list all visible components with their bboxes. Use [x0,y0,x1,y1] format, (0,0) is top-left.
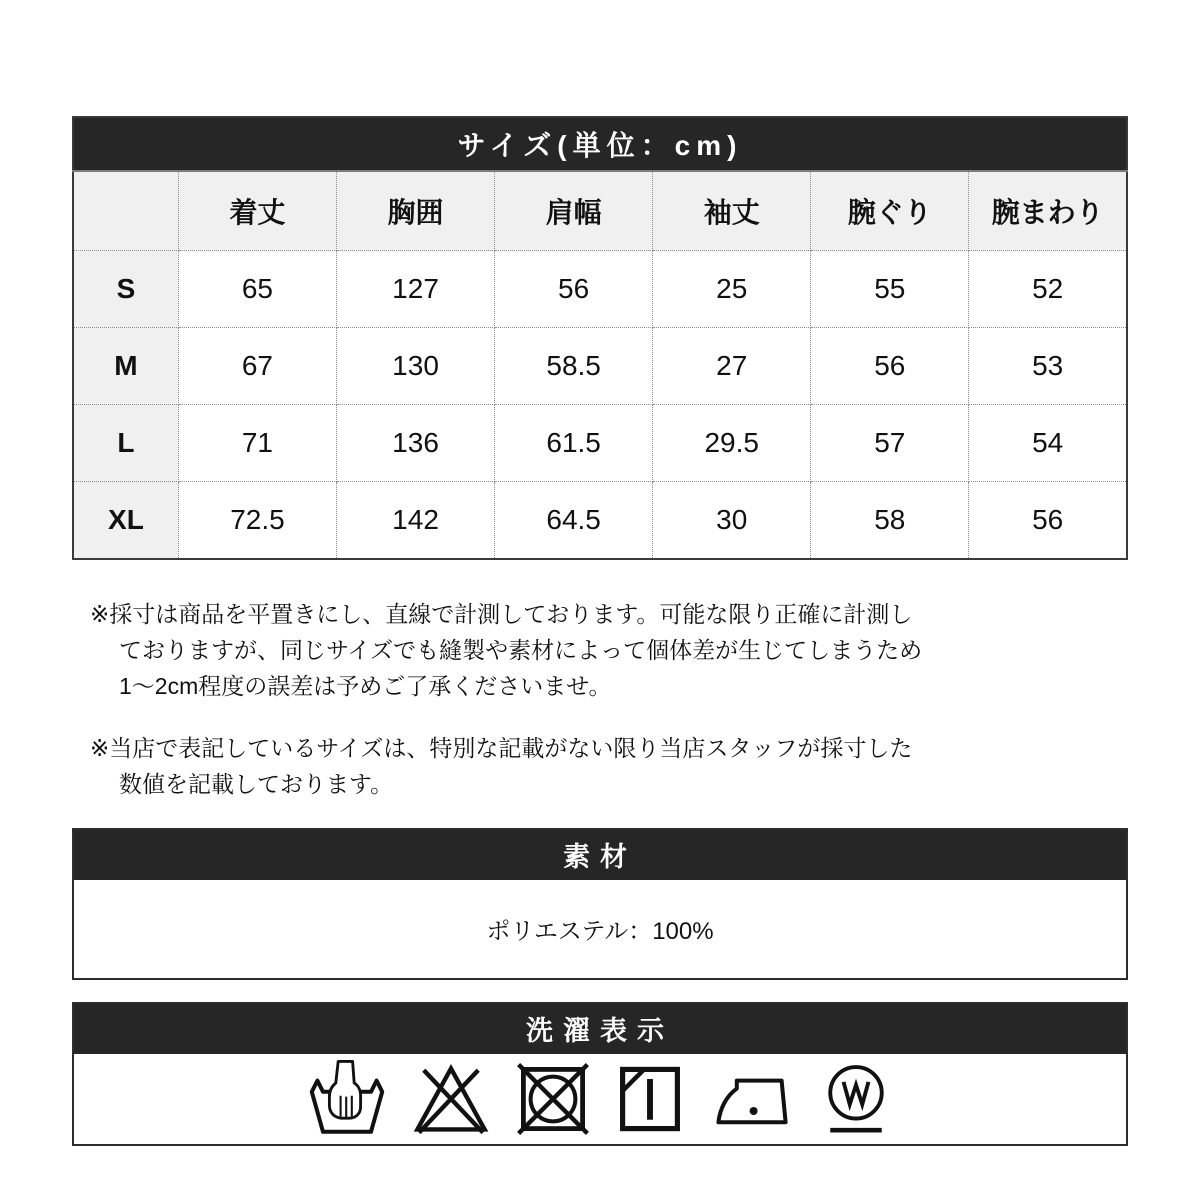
row-label-m: M [73,328,178,405]
cell-m-armhole: 56 [811,328,969,405]
material-section [72,828,1128,980]
column-header-chest: 胸囲 [336,171,494,251]
note-line: ※採寸は商品を平置きにし、直線で計測しております。可能な限り正確に計測し [90,600,913,627]
cell-xl-sleeve-length: 30 [653,482,811,559]
line-dry-in-shade-icon [613,1059,687,1139]
page [72,0,1128,1146]
cell-s-arm-circumference: 52 [969,251,1127,328]
cell-s-shoulder-width: 56 [495,251,653,328]
cell-m-arm-circumference: 53 [969,328,1127,405]
cell-l-arm-circumference: 54 [969,405,1127,482]
row-label-l: L [73,405,178,482]
cell-xl-body-length: 72.5 [178,482,336,559]
cell-l-armhole: 57 [811,405,969,482]
cell-l-shoulder-width: 61.5 [495,405,653,482]
note-staff-measured [90,730,1128,802]
size-table-title: サイズ(単位：cm) [73,117,1127,171]
cell-m-body-length: 67 [178,328,336,405]
cell-l-sleeve-length: 29.5 [653,405,811,482]
cell-xl-armhole: 58 [811,482,969,559]
row-label-xl: XL [73,482,178,559]
size-table-header-row [73,171,1127,251]
material-value: ポリエステル：100% [74,880,1126,978]
material-section-title: 素材 [74,830,1126,880]
cell-m-sleeve-length: 27 [653,328,811,405]
do-not-tumble-dry-icon [513,1059,593,1139]
note-line: ※当店で表記しているサイズは、特別な記載がない限り当店スタッフが採寸した [90,734,913,761]
size-table-title-row [73,117,1127,171]
size-row-m [73,328,1127,405]
cell-s-armhole: 55 [811,251,969,328]
laundry-section-title: 洗濯表示 [74,1004,1126,1054]
laundry-symbols-row [74,1054,1126,1144]
column-header-body-length: 着丈 [178,171,336,251]
size-table [72,116,1128,560]
column-header-sleeve-length: 袖丈 [653,171,811,251]
cell-l-chest: 136 [336,405,494,482]
do-not-bleach-icon [409,1059,493,1139]
size-row-xl [73,482,1127,559]
cell-xl-chest: 142 [336,482,494,559]
cell-s-body-length: 65 [178,251,336,328]
cell-s-chest: 127 [336,251,494,328]
note-line: 1〜2cm程度の誤差は予めご了承くださいませ。 [119,672,612,699]
cell-s-sleeve-length: 25 [653,251,811,328]
measurement-notes [72,596,1128,802]
wet-cleaning-icon [817,1058,895,1140]
laundry-section [72,1002,1128,1146]
cell-m-chest: 130 [336,328,494,405]
row-label-s: S [73,251,178,328]
corner-cell [73,171,178,251]
hand-wash-icon [305,1059,389,1139]
cell-m-shoulder-width: 58.5 [495,328,653,405]
note-line: ておりますが、同じサイズでも縫製や素材によって個体差が生じてしまうため [119,636,923,663]
cell-xl-arm-circumference: 56 [969,482,1127,559]
cell-l-body-length: 71 [178,405,336,482]
note-measurement-method [90,596,1128,704]
column-header-arm-circumference: 腕まわり [969,171,1127,251]
note-line: 数値を記載しております。 [119,770,394,797]
size-row-l [73,405,1127,482]
cell-xl-shoulder-width: 64.5 [495,482,653,559]
size-row-s [73,251,1127,328]
iron-low-heat-icon [707,1059,797,1139]
column-header-armhole: 腕ぐり [811,171,969,251]
column-header-shoulder-width: 肩幅 [495,171,653,251]
